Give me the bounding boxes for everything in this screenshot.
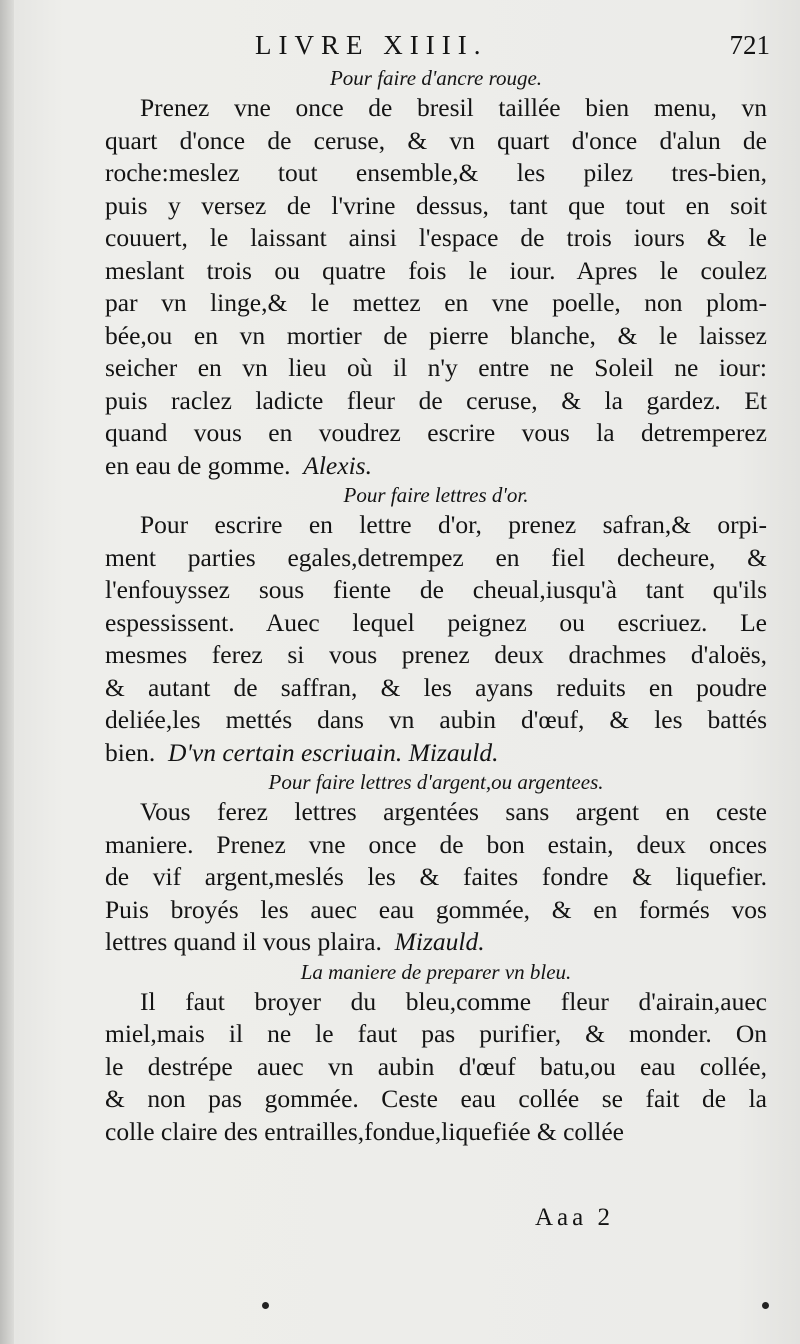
line-text: seicher en vn lieu où il n'y entre ne Soleil ne iour: (105, 353, 767, 382)
text-line (105, 125, 767, 158)
section-paragraph (105, 796, 767, 959)
source-attribution: Alexis. (303, 450, 372, 480)
text-line (105, 704, 767, 737)
text-line (105, 1051, 767, 1084)
section-heading: Pour faire lettres d'or. (343, 483, 529, 507)
text-line (105, 574, 767, 607)
line-text: deliée,les mettés dans vn aubin d'œuf, & les battés (105, 705, 767, 734)
running-title: LIVRE XIIII. (255, 30, 488, 60)
line-text: quand vous en voudrez escrire vous la detremperez (105, 418, 767, 447)
text-line (105, 92, 767, 125)
printer-signature: Aaa 2 (535, 1204, 614, 1231)
text-line (105, 894, 767, 927)
text-line (105, 352, 767, 385)
text-line (105, 385, 767, 418)
line-text: l'enfouyssez sous fiente de cheual,iusqu'à tant qu'ils (105, 575, 767, 604)
source-attribution: Mizauld. (394, 927, 485, 956)
line-text: Il faut broyer du bleu,comme fleur d'airain,auec (140, 986, 767, 1016)
text-line (105, 829, 767, 862)
text-line (105, 672, 767, 705)
text-line (105, 157, 767, 190)
text-line (105, 1018, 767, 1051)
line-text: de vif argent,meslés les & faites fondre & liquefier. (105, 862, 767, 891)
text-line (105, 861, 767, 894)
ink-speck (262, 1302, 269, 1309)
line-text: & non pas gommée. Ceste eau collée se fait de la (105, 1084, 767, 1113)
line-text: espessissent. Auec lequel peignez ou escriuez. Le (105, 607, 767, 637)
line-text: roche:meslez tout ensemble,& les pilez tres-bien, (105, 158, 767, 187)
ink-speck (762, 1302, 769, 1309)
line-text: par vn linge,& le mettez en vne poelle, non plom- (105, 288, 767, 317)
text-line (105, 287, 767, 320)
text-line (105, 450, 767, 483)
line-text: mesmes ferez si vous prenez deux drachmes d'aloës, (105, 640, 767, 669)
page-number: 721 (729, 30, 770, 60)
section-heading: Pour faire lettres d'argent,ou argentees. (268, 770, 604, 794)
text-line (105, 255, 767, 288)
line-text: puis y versez de l'vrine dessus, tant que tout en soit (105, 190, 767, 220)
page-body (105, 65, 767, 1148)
text-line (105, 417, 767, 450)
line-text: bée,ou en vn mortier de pierre blanche, & le laissez (105, 320, 767, 350)
section-paragraph (105, 509, 767, 769)
section-paragraph (105, 92, 767, 482)
line-text: Puis broyés les auec eau gommée, & en formés vos (105, 894, 767, 924)
line-text: miel,mais il ne le faut pas purifier, & monder. On (105, 1019, 767, 1048)
text-line (105, 737, 767, 770)
text-line (105, 320, 767, 353)
text-line (105, 222, 767, 255)
line-text: maniere. Prenez vne once de bon estain, deux onces (105, 829, 767, 859)
section-paragraph (105, 986, 767, 1149)
section-heading: Pour faire d'ancre rouge. (329, 66, 543, 90)
text-line (105, 607, 767, 640)
line-text: puis raclez ladicte fleur de ceruse, & la gardez. Et (105, 385, 767, 415)
line-text: le destrépe auec vn aubin d'œuf batu,ou eau collée, (105, 1051, 767, 1081)
line-text: colle claire des entrailles,fondue,liquefiée & collée (105, 1116, 624, 1146)
text-line (105, 796, 767, 829)
line-text: Prenez vne once de bresil taillée bien menu, vn (140, 93, 767, 122)
text-line (105, 986, 767, 1019)
text-line (105, 639, 767, 672)
line-text: ment parties egales,detrempez en fiel decheure, & (105, 542, 767, 572)
line-text: meslant trois ou quatre fois le iour. Apres le coulez (105, 255, 767, 285)
text-line (105, 1116, 767, 1149)
page-gutter-shadow (0, 0, 14, 1344)
line-text: & autant de saffran, & les ayans reduits en poudre (105, 672, 767, 702)
text-line (105, 1083, 767, 1116)
text-line (105, 190, 767, 223)
source-attribution: D'vn certain escriuain. Mizauld. (168, 737, 499, 767)
section-heading: La maniere de preparer vn bleu. (300, 959, 572, 984)
line-text: Vous ferez lettres argentées sans argent en ceste (140, 797, 767, 826)
line-text: quart d'once de ceruse, & vn quart d'once d'alun de (105, 125, 767, 155)
line-text: couuert, le laissant ainsi l'espace de trois iours & le (105, 223, 767, 252)
line-text: bien. (105, 737, 156, 767)
line-text: en eau de gomme. (105, 450, 291, 480)
text-line (105, 926, 767, 959)
text-line (105, 542, 767, 575)
text-line (105, 509, 767, 542)
line-text: lettres quand il vous plaira. (105, 927, 382, 956)
line-text: Pour escrire en lettre d'or, prenez safran,& orpi- (140, 510, 767, 539)
